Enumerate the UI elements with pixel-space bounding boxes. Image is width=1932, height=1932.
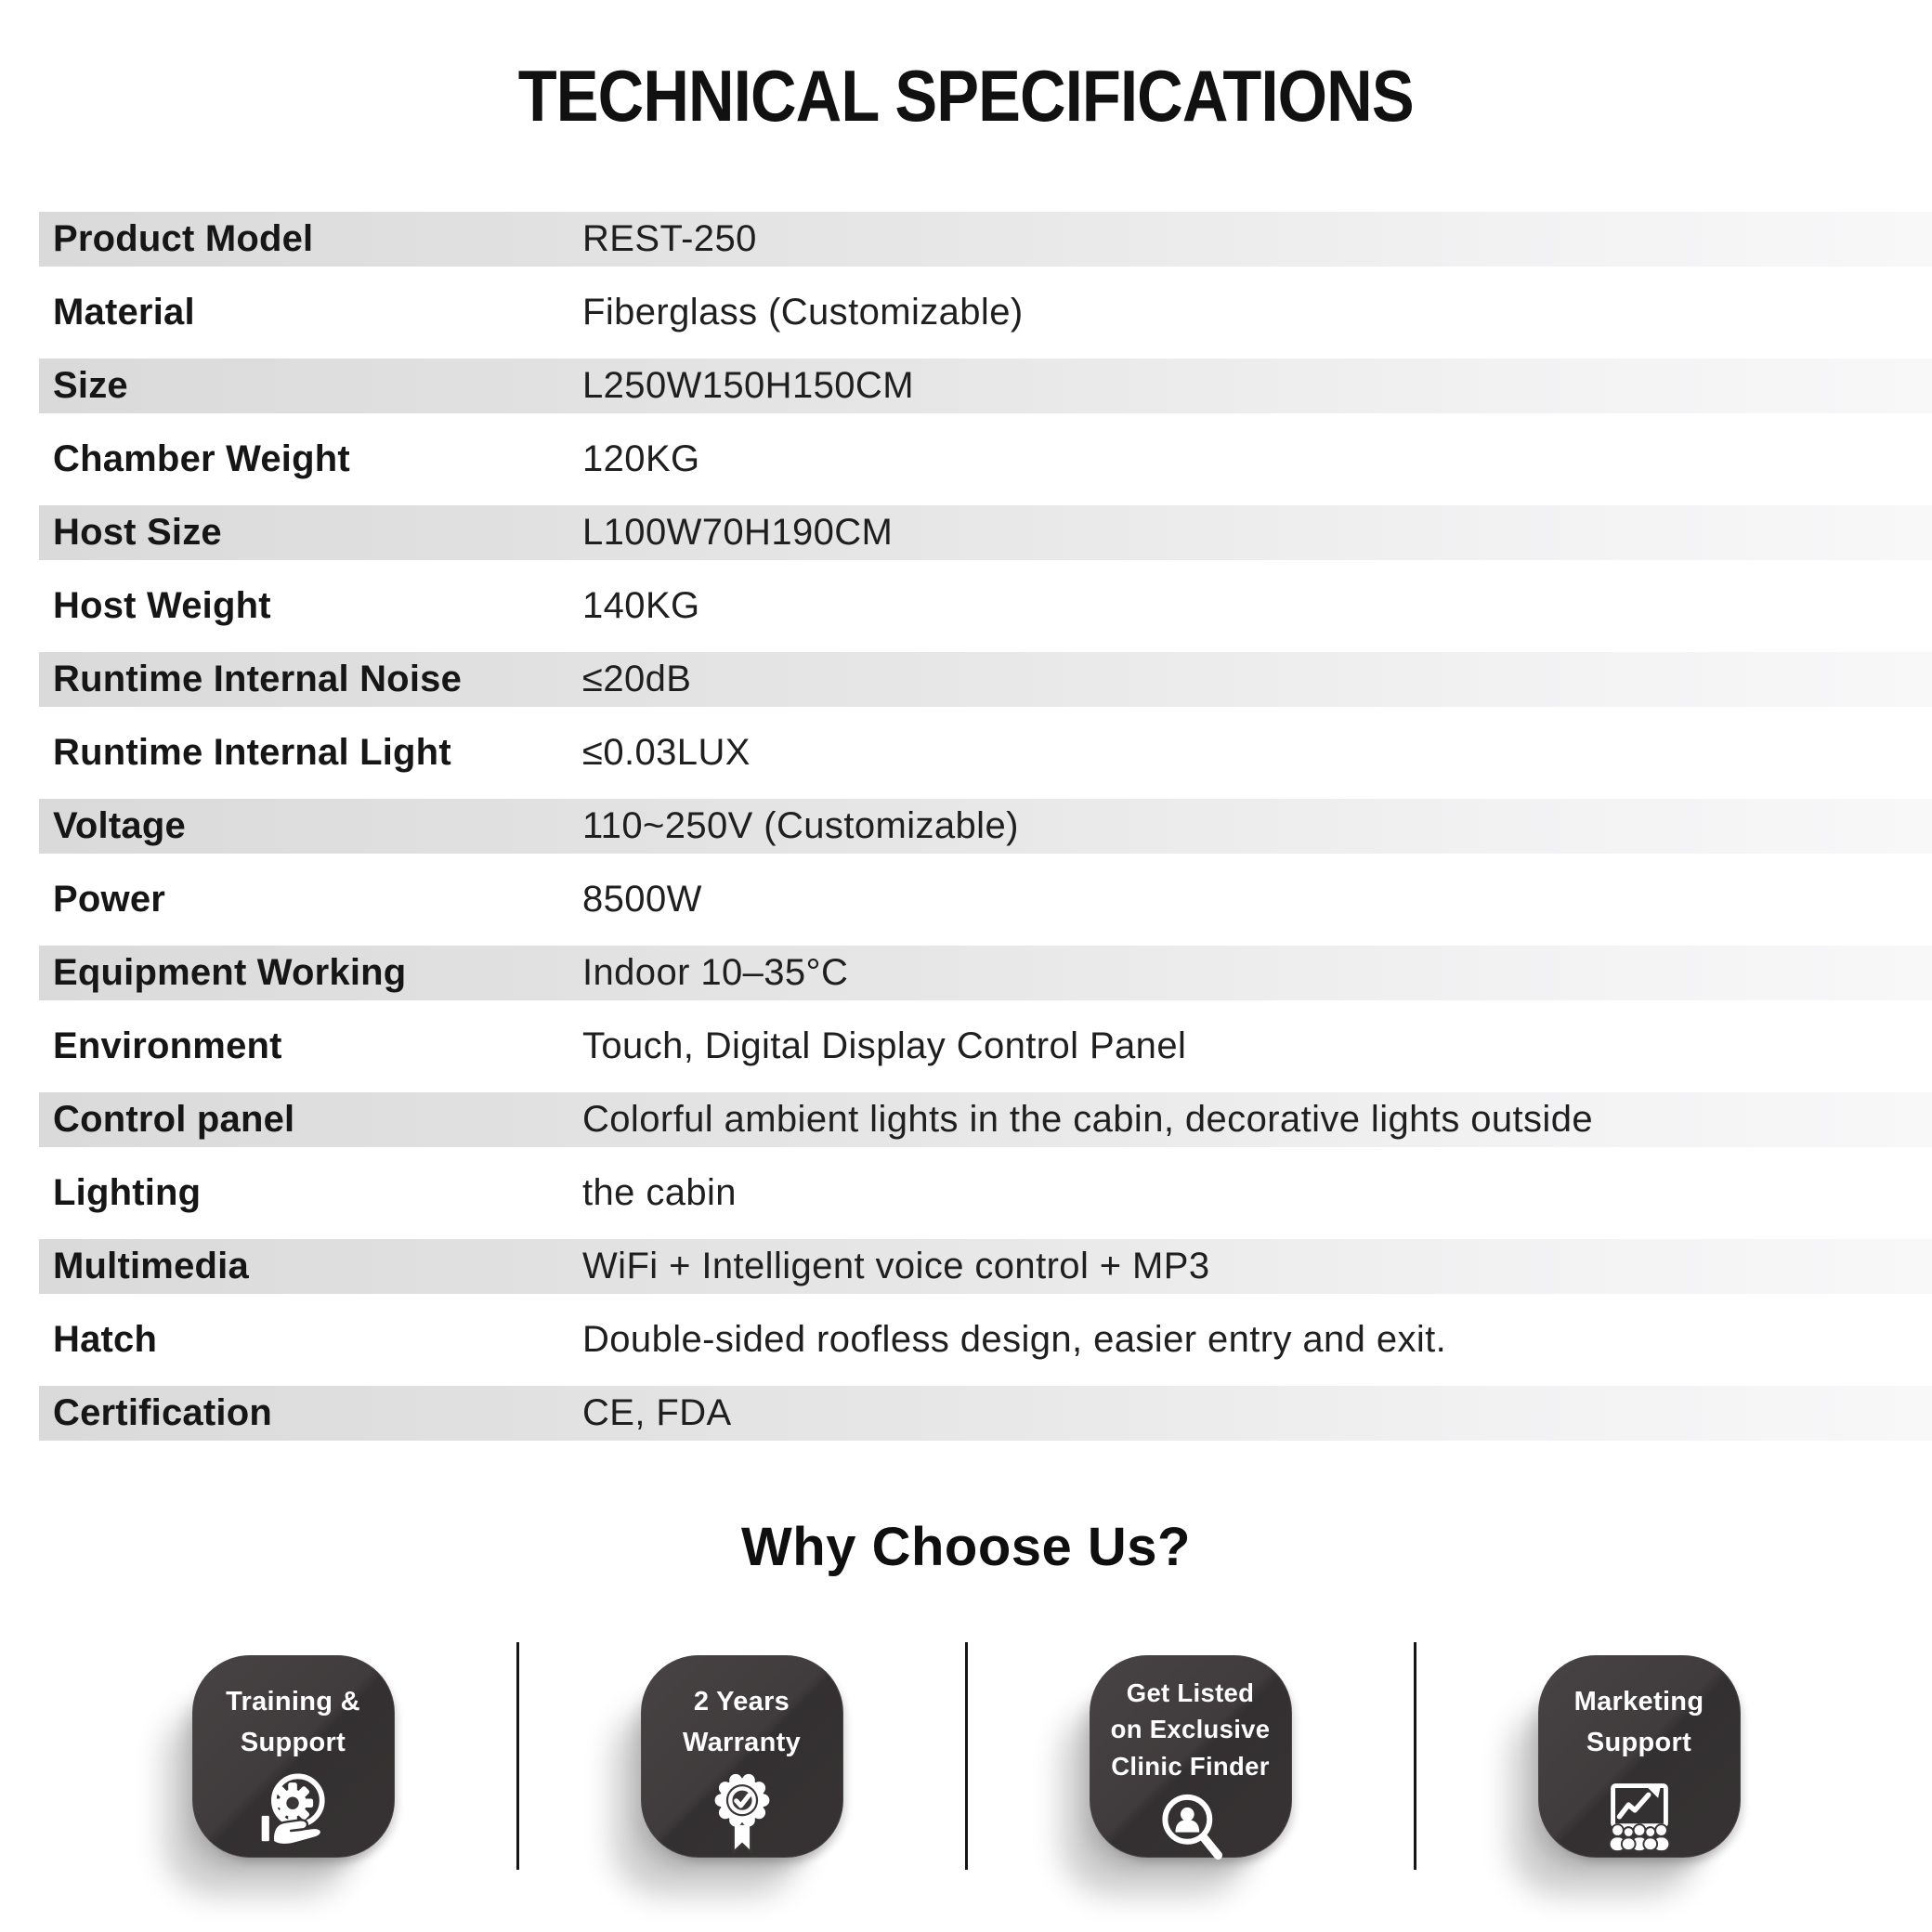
table-row [39,349,1932,423]
table-row [39,569,1932,643]
page-title-text: TECHNICAL SPECIFICATIONS [517,55,1415,137]
badge-divider-line [516,1642,519,1870]
table-row [39,716,1932,790]
badge-label [683,1681,801,1765]
badge-label-line: Warranty [682,1728,802,1758]
badge-label-line: on Exclusive [1110,1715,1271,1744]
warranty-ribbon-icon [697,1764,788,1855]
gear-hand-icon [249,1764,338,1853]
table-row [39,1303,1932,1377]
table-row [39,1230,1932,1303]
spec-value: L250W150H150CM [582,365,914,406]
table-row [39,1010,1932,1083]
badge-icon-wrap [1148,1785,1234,1871]
spec-value: 140KG [582,585,700,626]
table-row [39,202,1932,276]
spec-value: Double-sided roofless design, easier entry and exit. [582,1319,1447,1360]
spec-value: the cabin [582,1172,737,1213]
badge-divider-line [965,1642,968,1870]
badge-label [1574,1681,1704,1765]
badge-warranty [641,1655,843,1858]
badge-label-line: Training & [226,1686,360,1717]
spec-value: ≤20dB [582,659,692,699]
spec-label: Chamber Weight [53,438,350,479]
table-row [39,790,1932,863]
badge-label-line: Support [1586,1728,1692,1758]
table-row [39,423,1932,496]
badge-divider-line [1414,1642,1416,1870]
spec-value: L100W70H190CM [582,512,894,553]
table-row [39,863,1932,936]
badge-label-line: 2 Years [693,1686,790,1717]
spec-value: 120KG [582,438,700,479]
spec-label: Runtime Internal Noise [53,659,463,699]
why-choose-badges [0,1642,1932,1870]
spec-value: 110~250V (Customizable) [582,805,1019,846]
page-title [0,54,1932,138]
spec-value: 8500W [582,879,702,920]
table-row [39,1156,1932,1230]
spec-label: Multimedia [53,1246,249,1286]
badge-label-line: Support [240,1728,346,1758]
clinic-finder-search-icon [1148,1785,1234,1871]
spec-label: Power [53,879,166,920]
table-row [39,1083,1932,1156]
spec-label: Runtime Internal Light [53,732,451,773]
badge-icon-wrap [249,1764,338,1853]
table-row [39,496,1932,569]
badge-label-line: Clinic Finder [1111,1752,1270,1782]
spec-label: Environment [53,1025,282,1066]
badge-clinic-finder [1090,1655,1292,1858]
spec-value: Indoor 10–35°C [582,952,849,993]
table-row [39,643,1932,716]
spec-label: Product Model [53,218,314,259]
spec-value: WiFi + Intelligent voice control + MP3 [582,1246,1210,1286]
spec-label: Equipment Working [53,952,407,993]
badge-marketing-support [1538,1655,1741,1858]
spec-label: Lighting [53,1172,202,1213]
spec-value: Colorful ambient lights in the cabin, decorative lights outside [582,1099,1594,1140]
spec-value: REST-250 [582,218,757,259]
badge-training-support [192,1655,395,1858]
spec-label: Control panel [53,1099,295,1140]
spec-value: CE, FDA [582,1392,732,1433]
why-choose-heading: Why Choose Us? [741,1517,1191,1577]
badge-icon-wrap [1594,1764,1685,1855]
spec-value: ≤0.03LUX [582,732,751,773]
spec-label: Material [53,292,195,333]
badge-label [1111,1675,1271,1786]
spec-label: Voltage [53,805,186,846]
spec-label: Certification [53,1392,272,1433]
spec-label: Host Weight [53,585,271,626]
spec-value: Touch, Digital Display Control Panel [582,1025,1187,1066]
spec-value: Fiberglass (Customizable) [582,292,1024,333]
marketing-presentation-icon [1594,1764,1685,1855]
badge-label-line: Get Listed [1126,1677,1255,1707]
spec-label: Hatch [53,1319,158,1360]
spec-table [39,202,1932,1450]
table-row [39,276,1932,349]
badge-label [226,1681,360,1765]
spec-label: Host Size [53,512,222,553]
badge-icon-wrap [697,1764,788,1855]
table-row [39,1377,1932,1450]
spec-label: Size [53,365,128,406]
badge-label-line: Marketing [1573,1686,1704,1717]
table-row [39,936,1932,1010]
